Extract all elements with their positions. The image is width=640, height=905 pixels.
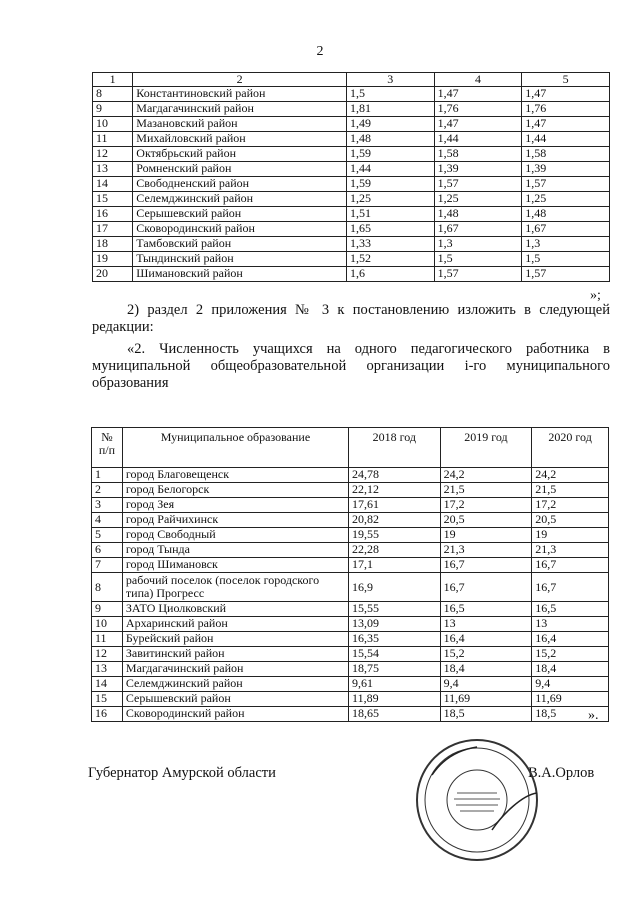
- value-col-5: 21,3: [532, 543, 609, 558]
- row-number: 7: [92, 558, 123, 573]
- closing-quote: ».: [588, 708, 599, 723]
- header-2020: 2020 год: [532, 428, 609, 468]
- municipality-name: Константиновский район: [133, 87, 347, 102]
- row-number: 11: [93, 132, 133, 147]
- value-col-4: 21,3: [440, 543, 532, 558]
- value-col-5: 21,5: [532, 483, 609, 498]
- value-col-4: 13: [440, 617, 532, 632]
- municipality-name: город Шимановск: [122, 558, 348, 573]
- header-cell: 2: [133, 73, 347, 87]
- paragraph-section-title: «2. Численность учащихся на одного педагогического работника в муниципальной общеобразовательной организации i-го муниципального образования: [92, 341, 610, 391]
- table-row: [92, 677, 609, 692]
- value-col-5: 9,4: [532, 677, 609, 692]
- row-number: 8: [93, 87, 133, 102]
- row-number: 20: [93, 267, 133, 282]
- row-number: 8: [92, 573, 123, 602]
- value-col-5: 11,69: [532, 692, 609, 707]
- municipality-name: Свободненский район: [133, 177, 347, 192]
- row-number: 15: [92, 692, 123, 707]
- value-col-4: 1,48: [434, 207, 522, 222]
- students-per-teacher-table: [91, 427, 609, 722]
- table-row: [93, 162, 610, 177]
- municipality-name: Архаринский район: [122, 617, 348, 632]
- municipality-name: рабочий поселок (поселок городского типа) Прогресс: [122, 573, 348, 602]
- closing-quote: »;: [590, 288, 601, 303]
- value-col-5: 1,57: [522, 177, 610, 192]
- table-row: [92, 483, 609, 498]
- row-number: 10: [92, 617, 123, 632]
- header-2018: 2018 год: [349, 428, 441, 468]
- value-col-4: 1,57: [434, 177, 522, 192]
- value-col-4: 1,44: [434, 132, 522, 147]
- header-cell: 1: [93, 73, 133, 87]
- value-col-3: 1,59: [346, 147, 434, 162]
- value-col-5: 1,3: [522, 237, 610, 252]
- value-col-4: 19: [440, 528, 532, 543]
- official-seal-stamp: [412, 735, 542, 865]
- table-body: [93, 87, 610, 282]
- value-col-5: 1,58: [522, 147, 610, 162]
- value-col-5: 16,7: [532, 558, 609, 573]
- value-col-3: 18,75: [349, 662, 441, 677]
- row-number: 14: [93, 177, 133, 192]
- municipality-name: Сковородинский район: [122, 707, 348, 722]
- municipality-name: Магдагачинский район: [122, 662, 348, 677]
- value-col-4: 9,4: [440, 677, 532, 692]
- row-number: 16: [93, 207, 133, 222]
- table-row: [92, 573, 609, 602]
- row-number: 14: [92, 677, 123, 692]
- header-municipality: Муниципальное образование: [122, 428, 348, 468]
- municipality-name: город Тында: [122, 543, 348, 558]
- value-col-4: 18,4: [440, 662, 532, 677]
- header-2019: 2019 год: [440, 428, 532, 468]
- value-col-5: 1,48: [522, 207, 610, 222]
- value-col-3: 19,55: [349, 528, 441, 543]
- municipality-name: Шимановский район: [133, 267, 347, 282]
- table-row: [93, 267, 610, 282]
- municipality-name: Завитинский район: [122, 647, 348, 662]
- table-body: [92, 468, 609, 722]
- value-col-3: 20,82: [349, 513, 441, 528]
- value-col-4: 24,2: [440, 468, 532, 483]
- value-col-3: 1,33: [346, 237, 434, 252]
- municipality-name: Магдагачинский район: [133, 102, 347, 117]
- municipality-name: город Райчихинск: [122, 513, 348, 528]
- table-row: [92, 543, 609, 558]
- row-number: 3: [92, 498, 123, 513]
- row-number: 12: [92, 647, 123, 662]
- municipality-name: ЗАТО Циолковский: [122, 602, 348, 617]
- row-number: 13: [92, 662, 123, 677]
- row-number: 5: [92, 528, 123, 543]
- regions-coefficients-table: [92, 72, 610, 282]
- value-col-4: 16,4: [440, 632, 532, 647]
- value-col-3: 24,78: [349, 468, 441, 483]
- value-col-3: 15,55: [349, 602, 441, 617]
- value-col-4: 1,39: [434, 162, 522, 177]
- municipality-name: Серышевский район: [122, 692, 348, 707]
- value-col-5: 16,5: [532, 602, 609, 617]
- municipality-name: Серышевский район: [133, 207, 347, 222]
- municipality-name: Селемджинский район: [133, 192, 347, 207]
- row-number: 10: [93, 117, 133, 132]
- table-row: [92, 602, 609, 617]
- header-num: № п/п: [92, 428, 123, 468]
- value-col-5: 1,57: [522, 267, 610, 282]
- signatory-name: В.А.Орлов: [528, 765, 595, 781]
- municipality-name: Ромненский район: [133, 162, 347, 177]
- municipality-name: Тамбовский район: [133, 237, 347, 252]
- table-header-row: [93, 73, 610, 87]
- row-number: 9: [93, 102, 133, 117]
- value-col-3: 15,54: [349, 647, 441, 662]
- value-col-5: 1,39: [522, 162, 610, 177]
- page-number: 2: [316, 44, 324, 59]
- value-col-5: 1,47: [522, 87, 610, 102]
- value-col-4: 15,2: [440, 647, 532, 662]
- row-number: 16: [92, 707, 123, 722]
- value-col-4: 1,67: [434, 222, 522, 237]
- row-number: 9: [92, 602, 123, 617]
- signatory-title: Губернатор Амурской области: [88, 765, 276, 781]
- value-col-3: 16,35: [349, 632, 441, 647]
- table-row: [92, 513, 609, 528]
- value-col-3: 1,6: [346, 267, 434, 282]
- value-col-5: 1,67: [522, 222, 610, 237]
- value-col-3: 17,61: [349, 498, 441, 513]
- value-col-3: 18,65: [349, 707, 441, 722]
- value-col-3: 1,65: [346, 222, 434, 237]
- value-col-4: 1,3: [434, 237, 522, 252]
- table-row: [92, 632, 609, 647]
- row-number: 4: [92, 513, 123, 528]
- table-row: [92, 647, 609, 662]
- value-col-4: 20,5: [440, 513, 532, 528]
- value-col-3: 22,12: [349, 483, 441, 498]
- value-col-4: 1,57: [434, 267, 522, 282]
- value-col-5: 13: [532, 617, 609, 632]
- value-col-3: 1,48: [346, 132, 434, 147]
- table-row: [93, 222, 610, 237]
- value-col-5: 17,2: [532, 498, 609, 513]
- value-col-3: 1,5: [346, 87, 434, 102]
- header-cell: 5: [522, 73, 610, 87]
- value-col-5: 15,2: [532, 647, 609, 662]
- table-row: [93, 192, 610, 207]
- table-row: [93, 117, 610, 132]
- value-col-5: 18,4: [532, 662, 609, 677]
- paragraph-amendment: 2) раздел 2 приложения № 3 к постановлению изложить в следующей редакции:: [92, 302, 610, 335]
- value-col-3: 1,81: [346, 102, 434, 117]
- table-header-row: [92, 428, 609, 468]
- table-row: [92, 707, 609, 722]
- row-number: 17: [93, 222, 133, 237]
- table-row: [92, 468, 609, 483]
- municipality-name: Мазановский район: [133, 117, 347, 132]
- table-row: [93, 207, 610, 222]
- value-col-5: 1,76: [522, 102, 610, 117]
- row-number: 2: [92, 483, 123, 498]
- municipality-name: город Зея: [122, 498, 348, 513]
- value-col-3: 1,49: [346, 117, 434, 132]
- header-cell: 3: [346, 73, 434, 87]
- value-col-4: 18,5: [440, 707, 532, 722]
- value-col-3: 1,52: [346, 252, 434, 267]
- value-col-5: 18,5: [532, 707, 609, 722]
- row-number: 6: [92, 543, 123, 558]
- row-number: 19: [93, 252, 133, 267]
- table-row: [92, 528, 609, 543]
- table-row: [92, 498, 609, 513]
- municipality-name: город Благовещенск: [122, 468, 348, 483]
- value-col-3: 1,44: [346, 162, 434, 177]
- value-col-3: 1,51: [346, 207, 434, 222]
- value-col-4: 1,25: [434, 192, 522, 207]
- value-col-5: 16,4: [532, 632, 609, 647]
- value-col-3: 1,59: [346, 177, 434, 192]
- value-col-4: 1,76: [434, 102, 522, 117]
- value-col-4: 1,47: [434, 117, 522, 132]
- value-col-3: 22,28: [349, 543, 441, 558]
- row-number: 15: [93, 192, 133, 207]
- municipality-name: Михайловский район: [133, 132, 347, 147]
- row-number: 13: [93, 162, 133, 177]
- value-col-3: 16,9: [349, 573, 441, 602]
- value-col-3: 9,61: [349, 677, 441, 692]
- value-col-4: 21,5: [440, 483, 532, 498]
- table-row: [92, 692, 609, 707]
- value-col-4: 16,7: [440, 558, 532, 573]
- table-row: [93, 177, 610, 192]
- row-number: 11: [92, 632, 123, 647]
- value-col-4: 16,5: [440, 602, 532, 617]
- municipality-name: город Белогорск: [122, 483, 348, 498]
- table-row: [92, 662, 609, 677]
- value-col-3: 11,89: [349, 692, 441, 707]
- table-row: [93, 147, 610, 162]
- value-col-3: 1,25: [346, 192, 434, 207]
- value-col-4: 1,58: [434, 147, 522, 162]
- row-number: 12: [93, 147, 133, 162]
- row-number: 1: [92, 468, 123, 483]
- table-row: [92, 617, 609, 632]
- value-col-5: 1,44: [522, 132, 610, 147]
- municipality-name: Бурейский район: [122, 632, 348, 647]
- table-row: [93, 132, 610, 147]
- value-col-3: 17,1: [349, 558, 441, 573]
- municipality-name: Октябрьский район: [133, 147, 347, 162]
- value-col-5: 20,5: [532, 513, 609, 528]
- table-row: [92, 558, 609, 573]
- municipality-name: город Свободный: [122, 528, 348, 543]
- table-row: [93, 102, 610, 117]
- row-number: 18: [93, 237, 133, 252]
- municipality-name: Селемджинский район: [122, 677, 348, 692]
- table-row: [93, 87, 610, 102]
- municipality-name: Сковородинский район: [133, 222, 347, 237]
- header-cell: 4: [434, 73, 522, 87]
- value-col-5: 16,7: [532, 573, 609, 602]
- value-col-4: 11,69: [440, 692, 532, 707]
- municipality-name: Тындинский район: [133, 252, 347, 267]
- value-col-5: 24,2: [532, 468, 609, 483]
- value-col-5: 1,25: [522, 192, 610, 207]
- table-row: [93, 252, 610, 267]
- value-col-5: 1,47: [522, 117, 610, 132]
- value-col-3: 13,09: [349, 617, 441, 632]
- table-row: [93, 237, 610, 252]
- value-col-5: 1,5: [522, 252, 610, 267]
- value-col-5: 19: [532, 528, 609, 543]
- value-col-4: 16,7: [440, 573, 532, 602]
- value-col-4: 1,5: [434, 252, 522, 267]
- value-col-4: 17,2: [440, 498, 532, 513]
- value-col-4: 1,47: [434, 87, 522, 102]
